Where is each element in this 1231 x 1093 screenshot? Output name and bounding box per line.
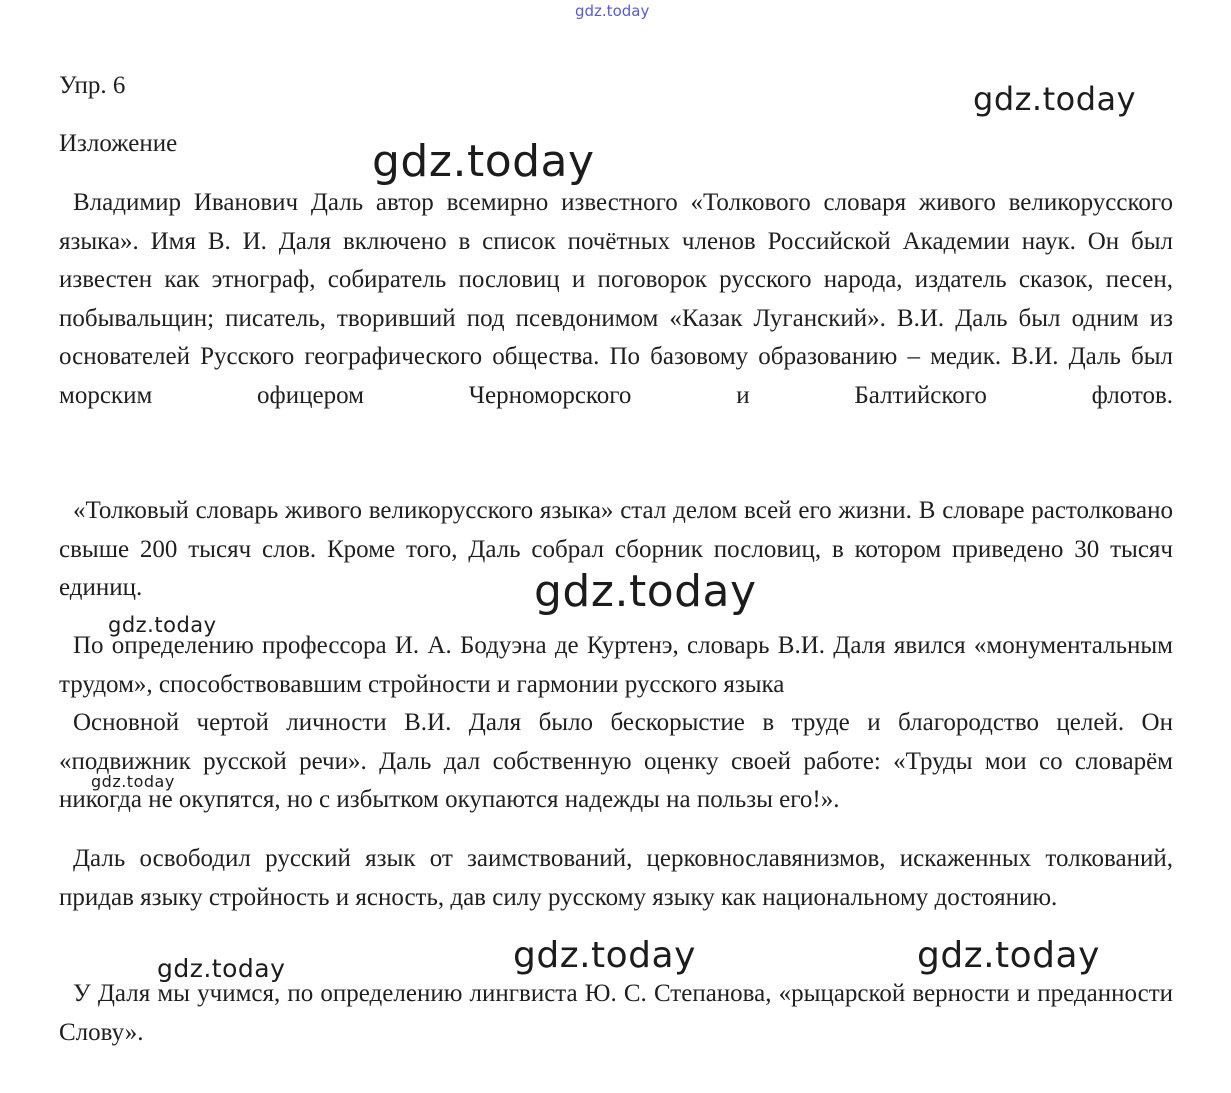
paragraph-1-block: [59, 184, 1173, 415]
paragraph-3: По определению профессора И. А. Бодуэна де Куртенэ, словарь В.И. Даля явился «монументальным трудом», способствовавшим стройности и гармонии русского языка: [59, 632, 1173, 698]
watermark-header-right: gdz.today: [973, 80, 1137, 118]
watermark-top: gdz.today: [575, 2, 650, 20]
watermark-large-1: gdz.today: [372, 136, 595, 187]
watermark-large-2: gdz.today: [534, 566, 757, 617]
paragraph-5: Даль освободил русский язык от заимствований, церковнославянизмов, искаженных толкований, придав языку стройность и ясность, дав силу русскому языку как национальному достоянию.: [59, 845, 1173, 911]
paragraph-2: «Толковый словарь живого великорусского языка» стал делом всей его жизни. В словаре растолковано свыше 200 тысяч слов. Кроме того, Даль собрал сборник пословиц, в котором приведено 30 тысяч единиц.: [59, 497, 1173, 601]
paragraph-4: Основной чертой личности В.И. Даля было бескорыстие в труде и благородство целей. Он «подвижник русской речи». Даль дал собственную оценку своей работе: «Труды мои со словарём никогда не окупятся, но с избытком окупаются надежды на пользы его!».: [59, 709, 1173, 813]
paragraph-5-block: [59, 840, 1173, 917]
watermark-bottom-right: gdz.today: [917, 935, 1100, 976]
paragraph-3-block: [59, 627, 1173, 820]
paragraph-6: У Даля мы учимся, по определению лингвиста Ю. С. Степанова, «рыцарской верности и преданности Слову».: [59, 980, 1173, 1046]
exercise-title: Изложение: [59, 130, 178, 157]
watermark-small-left: gdz.today: [108, 613, 217, 637]
exercise-number: Упр. 6: [59, 72, 126, 99]
watermark-bottom-center: gdz.today: [513, 935, 696, 976]
watermark-bottom-left: gdz.today: [157, 954, 286, 983]
paragraph-6-block: [59, 975, 1173, 1052]
watermark-tiny-left: gdz.today: [91, 772, 175, 791]
paragraph-1: Владимир Иванович Даль автор всемирно известного «Толкового словаря живого великорусского языка». Имя В. И. Даля включено в список почётных членов Российской Академии наук. Он был известен как этнограф, собиратель пословиц и поговорок русского народа, издатель сказок, песен, побывальщин; писатель, творивший под псевдонимом «Казак Луганский». В.И. Даль был одним из основателей Русского географического общества. По базовому образованию – медик. В.И. Даль был морским офицером Черноморского и Балтийского флотов.: [59, 189, 1173, 409]
